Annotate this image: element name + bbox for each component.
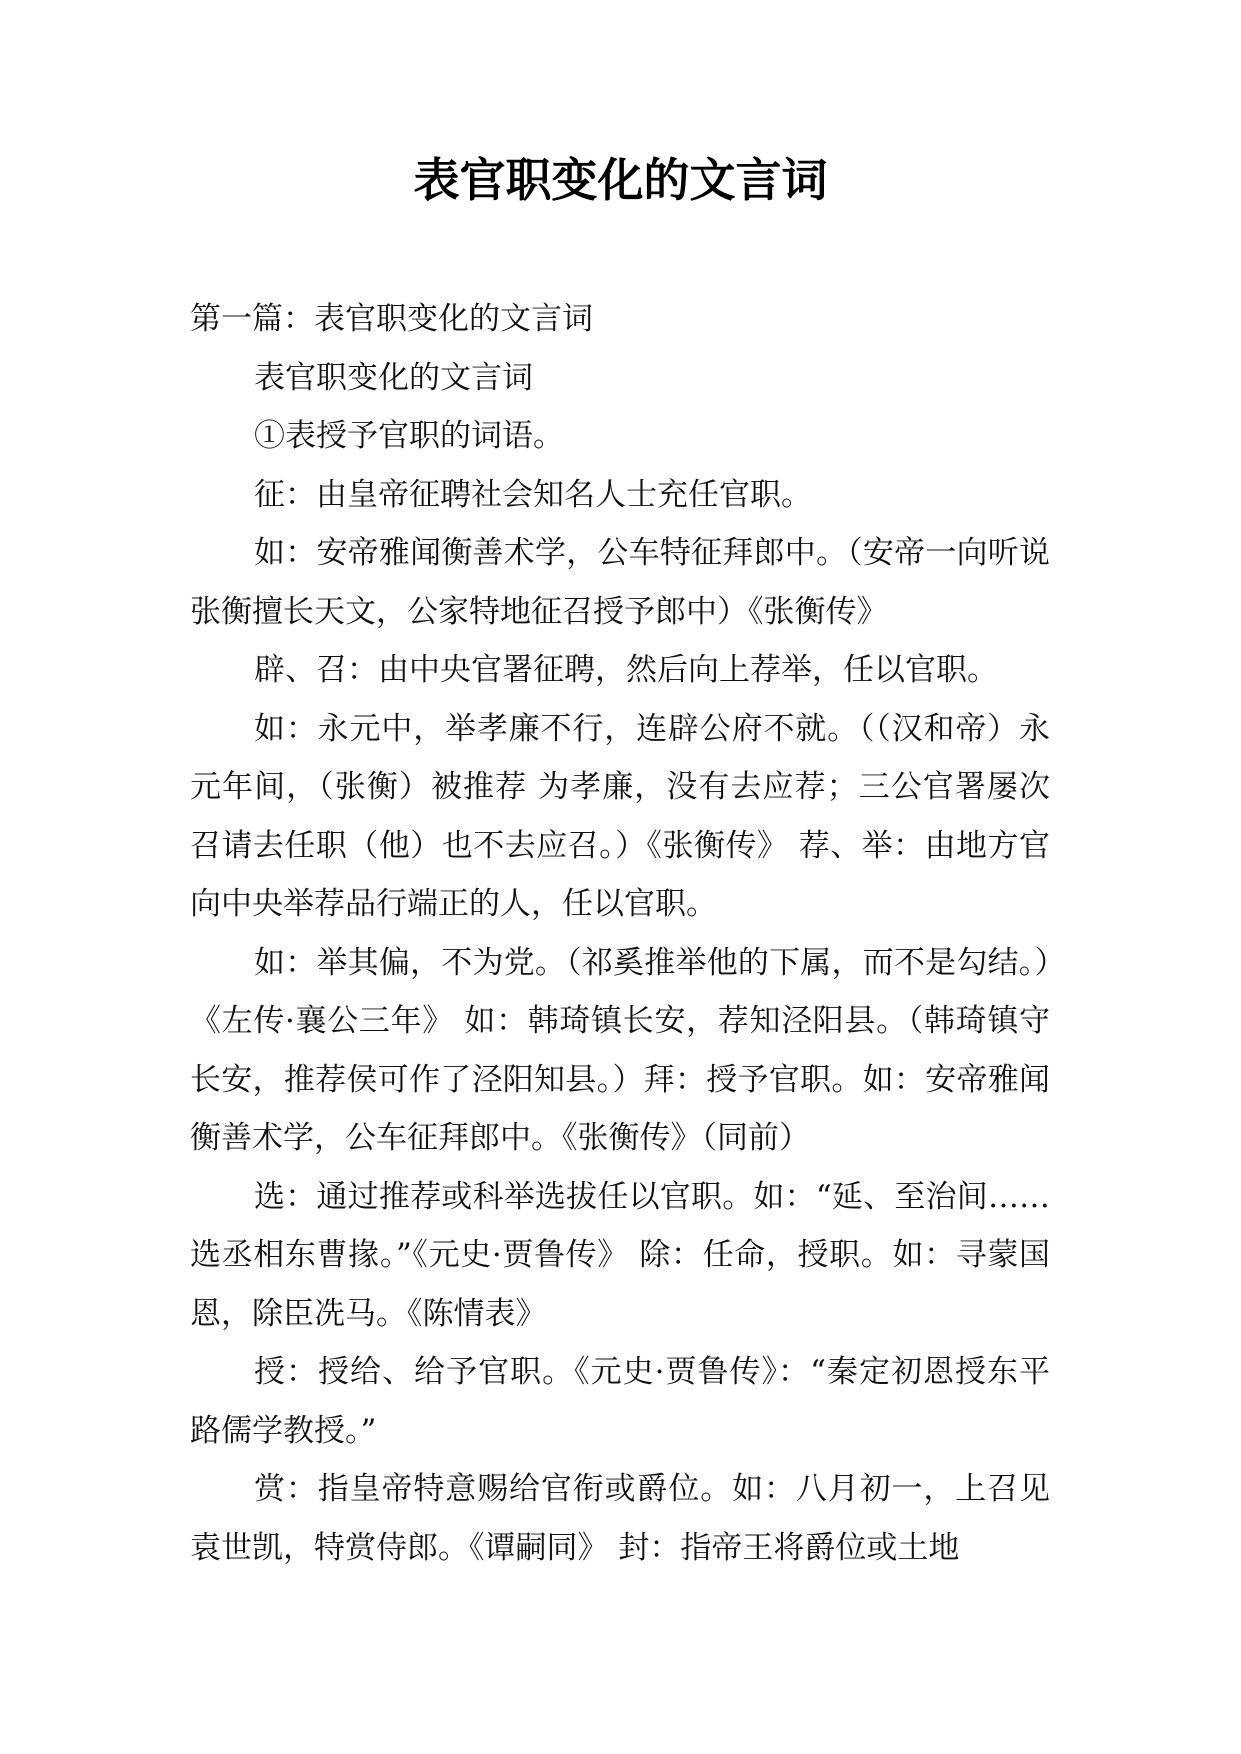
paragraph: 辟、召：由中央官署征聘，然后向上荐举，任以官职。 xyxy=(254,652,998,688)
paragraph: 授：授给、给予官职。《元史·贾鲁传》：“秦定初恩授东平路儒学教授。” xyxy=(190,1354,1050,1449)
paragraph: 如：举其偏，不为党。（祁奚推举他的下属，而不是勾结。）《左传·襄公三年》 如：韩琦镇长安，荐知泾阳县。（韩琦镇守长安，推荐侯可作了泾阳知县。）拜：授予官职。如：安帝雅闻衡善术学，公车征拜郎中。《张衡传》（同前） xyxy=(190,944,1050,1156)
paragraph: 表官职变化的文言词 xyxy=(254,359,533,396)
document-body xyxy=(190,290,1050,1577)
paragraph: 赏：指皇帝特意赐给官衔或爵位。如：八月初一，上召见袁世凯，特赏侍郎。《谭嗣同》 封：指帝王将爵位或土地 xyxy=(190,1471,1050,1566)
paragraph: 第一篇：表官职变化的文言词 xyxy=(190,301,593,337)
paragraph: 征：由皇帝征聘社会知名人士充任官职。 xyxy=(254,476,812,513)
paragraph: 选：通过推荐或科举选拔任以官职。如：“延、至治间……选丞相东曹掾。”《元史·贾鲁传》 除：任命，授职。如：寻蒙国恩，除臣冼马。《陈情表》 xyxy=(190,1178,1050,1332)
document-title: 表官职变化的文言词 xyxy=(413,153,828,207)
paragraph: 如：永元中，举孝廉不行，连辟公府不就。（（汉和帝）永元年间，（张衡）被推荐 为孝廉，没有去应荐；三公官署屡次召请去任职（他）也不去应召。）《张衡传》 荐、举：由地方官向中央举荐品行端正的人，任以官职。 xyxy=(190,710,1050,922)
paragraph: 如：安帝雅闻衡善术学，公车特征拜郎中。（安帝一向听说张衡擅长天文，公家特地征召授予郎中）《张衡传》 xyxy=(190,535,1050,630)
paragraph: ①表授予官职的词语。 xyxy=(254,418,564,454)
